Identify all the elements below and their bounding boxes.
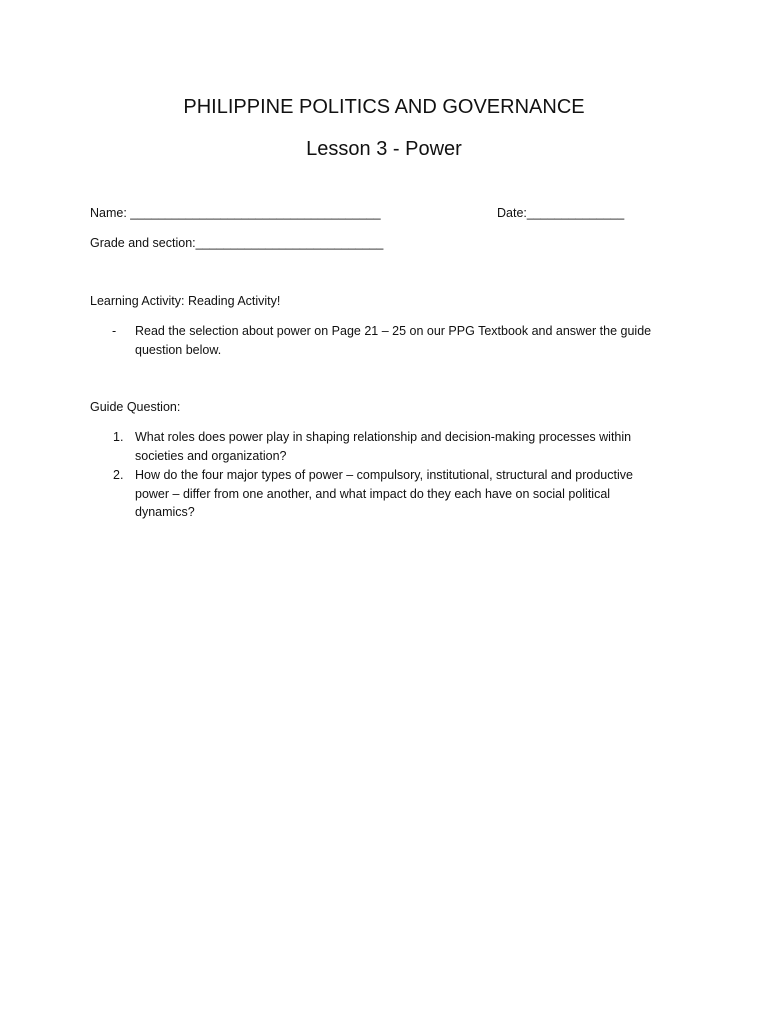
guide-question-heading: Guide Question: bbox=[90, 400, 181, 414]
learning-activity-heading: Learning Activity: Reading Activity! bbox=[90, 294, 281, 308]
question-text: What roles does power play in shaping relationship and decision-making processes within societies and organization? bbox=[135, 430, 632, 463]
question-text: How do the four major types of power – compulsory, institutional, structural and productive power – differ from one another, and what impact do they each have on social political dynamics? bbox=[135, 468, 633, 519]
name-field-label: Name: ____________________________________ bbox=[90, 206, 381, 220]
bullet-marker: - bbox=[112, 324, 117, 338]
grade-section-field-label: Grade and section:___________________________ bbox=[90, 236, 384, 250]
guide-question-item bbox=[113, 428, 673, 468]
reading-instruction: Read the selection about power on Page 21 – 25 on our PPG Textbook and answer the guide question below. bbox=[135, 324, 652, 357]
question-number: 1. bbox=[113, 430, 124, 444]
guide-question-item bbox=[113, 466, 673, 526]
question-number: 2. bbox=[113, 468, 124, 482]
date-field-label: Date:______________ bbox=[497, 206, 625, 220]
lesson-title: Lesson 3 - Power bbox=[306, 138, 462, 160]
document-title: PHILIPPINE POLITICS AND GOVERNANCE bbox=[183, 96, 585, 118]
